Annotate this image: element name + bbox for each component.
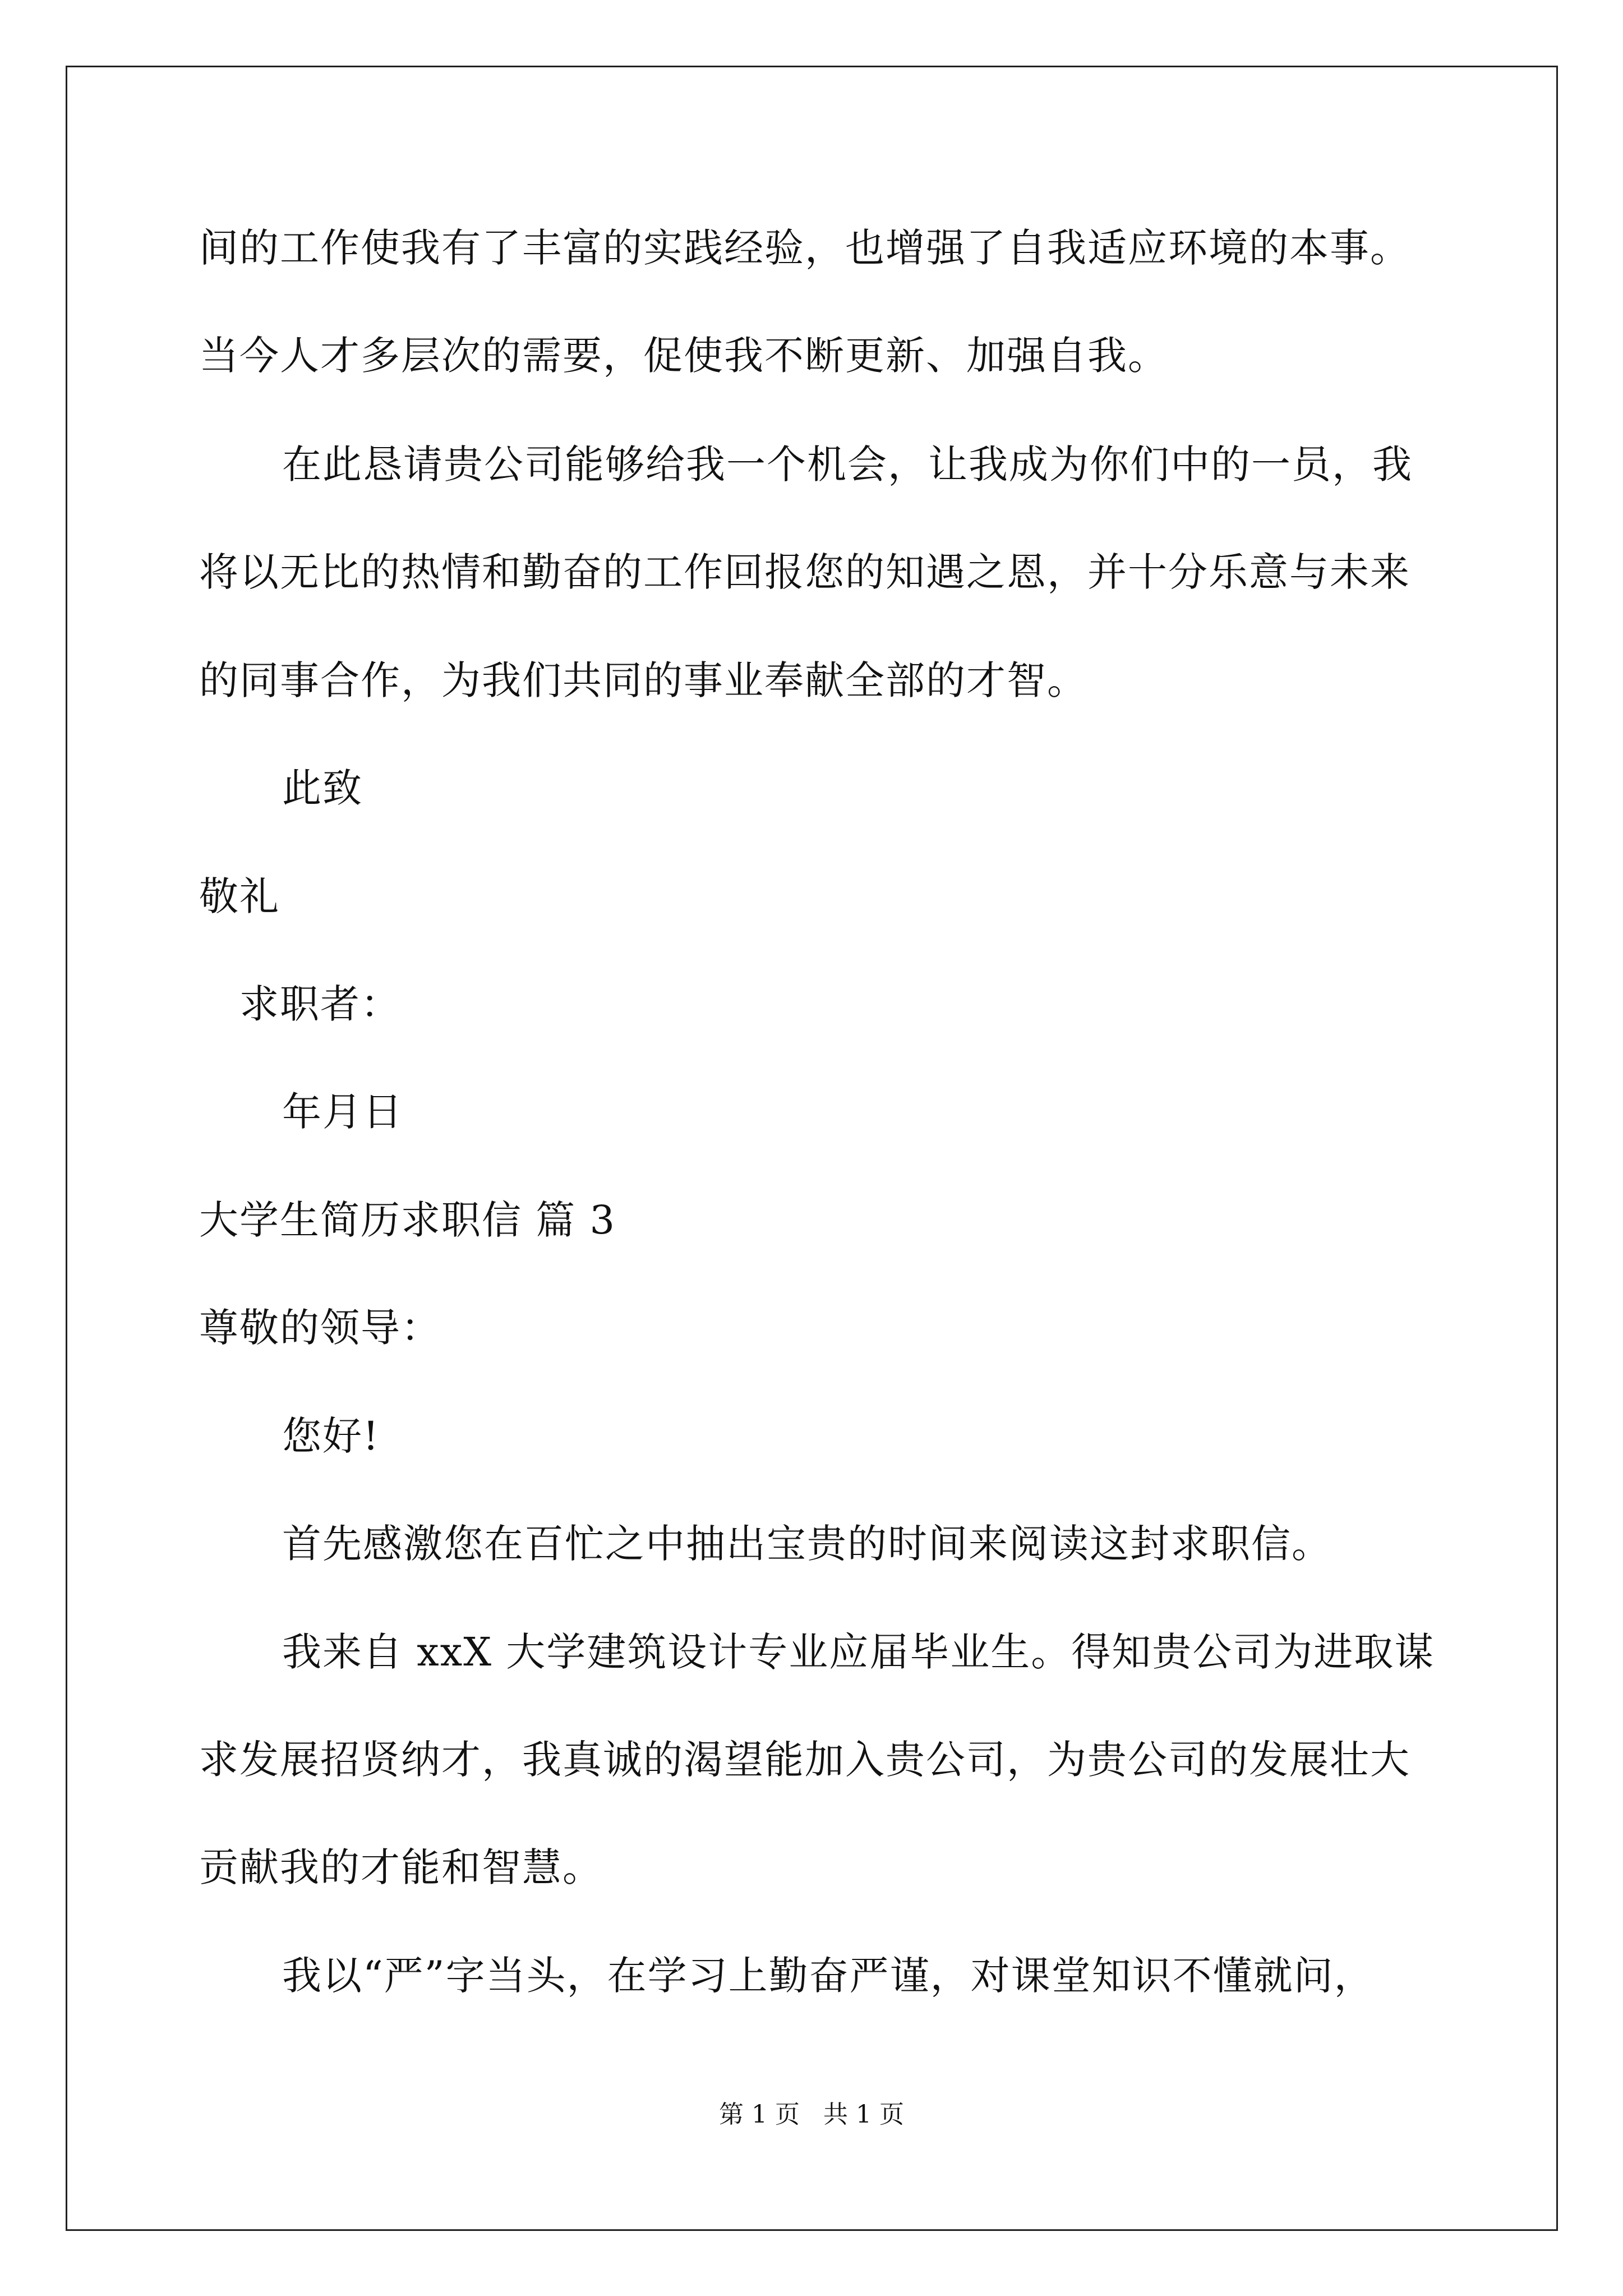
body-line: 将以无比的热情和勤奋的工作回报您的知遇之恩，并十分乐意与未来 [199, 549, 1410, 595]
closing-salute: 敬礼 [199, 873, 280, 919]
page-number-footer: 第 1 页 共 1 页 [719, 2100, 904, 2129]
body-line: 首先感激您在百忙之中抽出宝贵的时间来阅读这封求职信。 [282, 1521, 1332, 1567]
page-border [66, 66, 1558, 2231]
body-line: 我以“严”字当头，在学习上勤奋严谨，对课堂知识不懂就问， [282, 1953, 1375, 1999]
greeting: 您好! [282, 1413, 380, 1459]
section-heading: 大学生简历求职信 篇 3 [199, 1197, 616, 1243]
body-line: 求发展招贤纳才，我真诚的渴望能加入贵公司，为贵公司的发展壮大 [199, 1737, 1410, 1783]
signature-label: 求职者： [239, 981, 401, 1027]
date-label: 年月日 [282, 1089, 403, 1135]
body-line: 在此恳请贵公司能够给我一个机会，让我成为你们中的一员，我 [282, 441, 1413, 487]
body-line: 当今人才多层次的需要，促使我不断更新、加强自我。 [199, 333, 1168, 379]
body-line: 贡献我的才能和智慧。 [199, 1844, 603, 1890]
salutation: 尊敬的领导： [199, 1305, 441, 1351]
body-line: 的同事合作，为我们共同的事业奉献全部的才智。 [199, 657, 1087, 703]
body-line: 我来自 xxX 大学建筑设计专业应届毕业生。得知贵公司为进取谋 [282, 1629, 1435, 1675]
body-line: 间的工作使我有了丰富的实践经验，也增强了自我适应环境的本事。 [199, 225, 1410, 271]
closing-phrase: 此致 [282, 765, 363, 811]
